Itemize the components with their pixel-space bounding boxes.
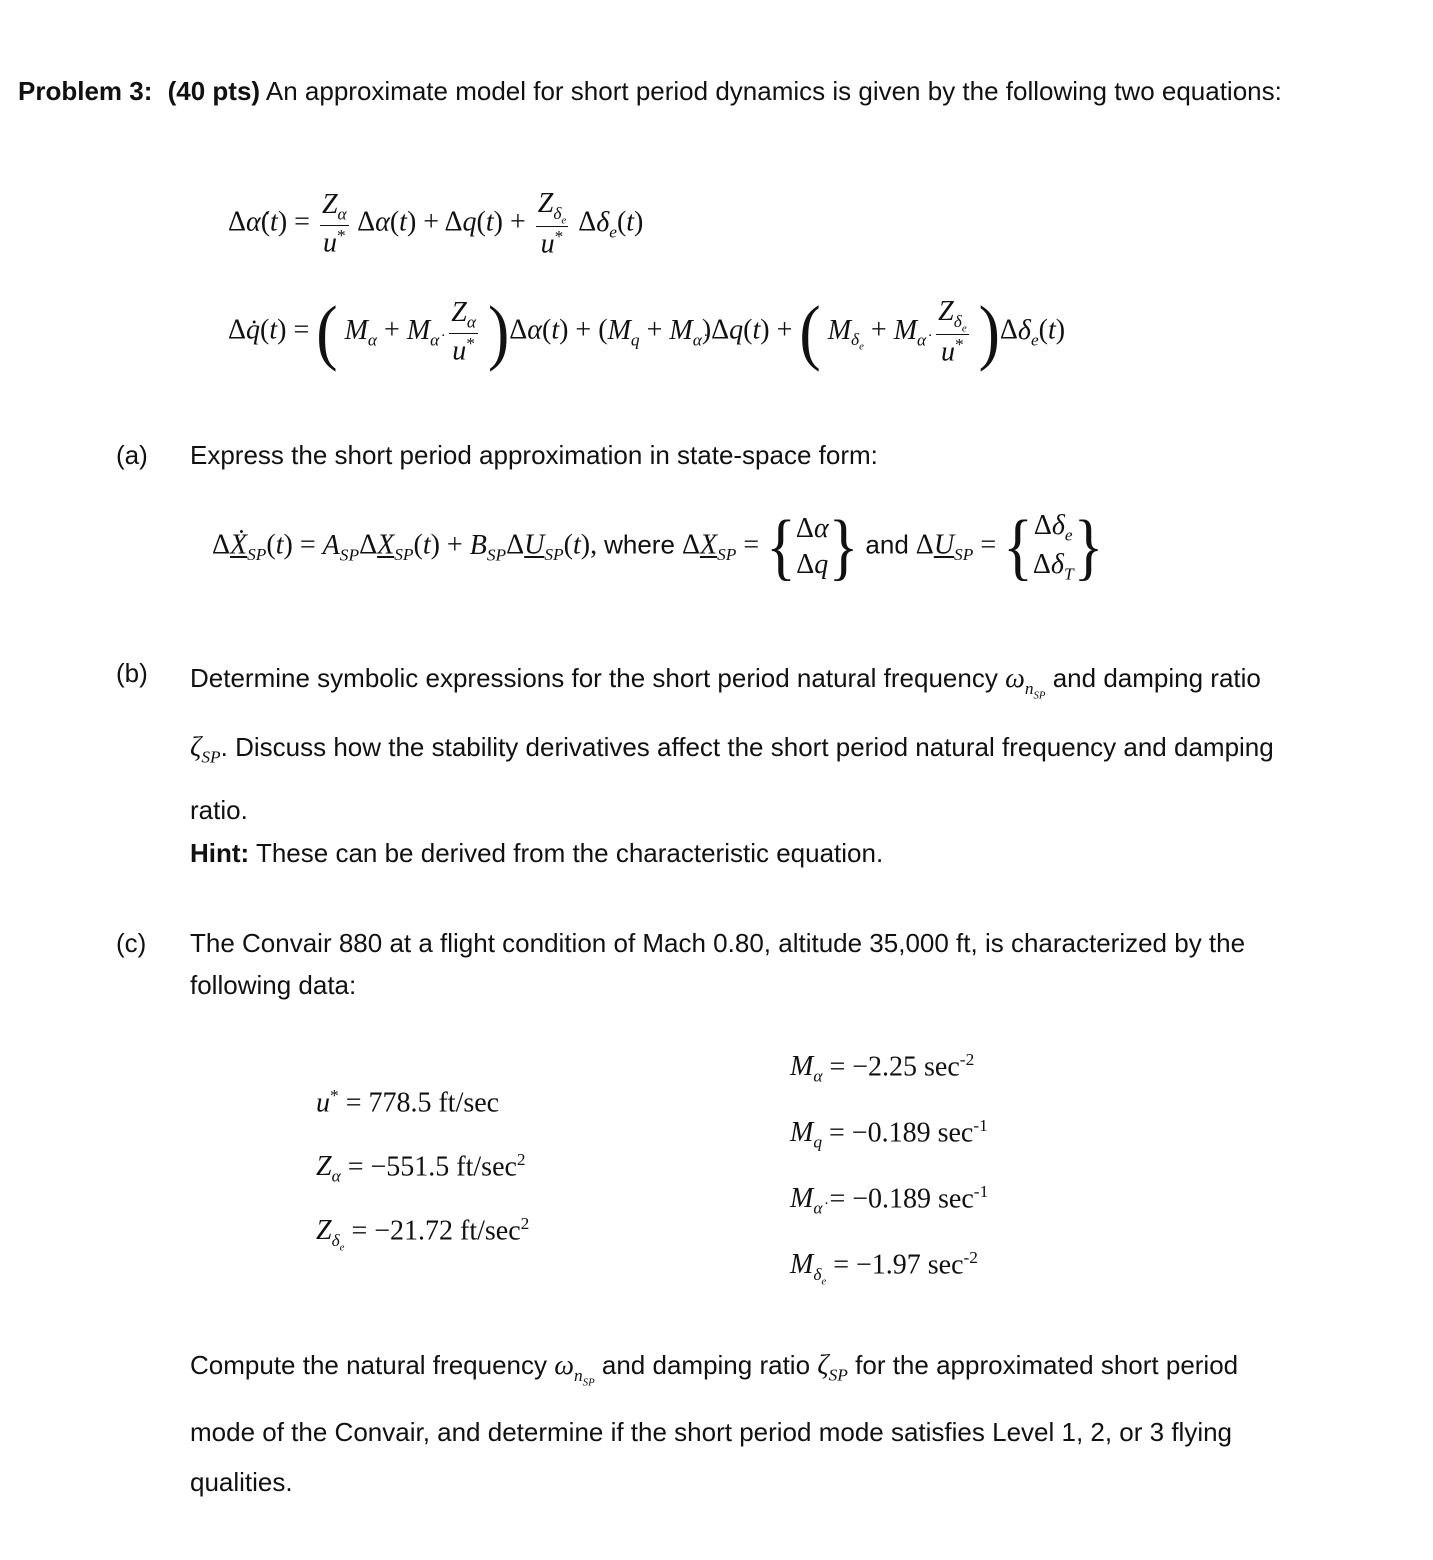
problem-points: (40 pts) <box>167 76 261 106</box>
state-space-equation: ΔẊ$_{SP}$(t) = $A_{SP}\Delta X_{SP}(t) + B_{SP}\Delta U_{SP}(t)$, where $\Delta X_{SP} = \{\Delta\alpha$ Δq} and $\Delta U_{SP} = \{\Delta\delta_e$ $\Delta\delta_T$} <box>212 506 1104 588</box>
data-m-delta-e: $M_{\delta_e} = -1.97$ $\sec^{-2}$ <box>790 1248 978 1288</box>
part-b-text-2: and damping ratio <box>1052 663 1261 693</box>
hint-text: These can be derived from the characteristic equation. <box>255 838 884 868</box>
where-text: where <box>604 529 675 560</box>
equation-alpha-dot: Δα̇(t) = $\frac{Z_\alpha}{u^*}$ Δα(t) + Δq(t) + $\frac{Z_{\delta_e}}{u^*}$ $\Delta\delta_e(t)$ <box>228 188 644 260</box>
compute-text-2: and damping ratio <box>601 1350 811 1380</box>
compute-text-3: for the approximated short period mode of the Convair, and determine if the short period mode satisfies Level 1, 2, or 3 flying qualities. <box>190 1350 1239 1498</box>
part-a-label: (a) <box>116 440 148 470</box>
data-m-alpha-dot: $M_{\alphȧ} = -0.189$ $\sec^{-1}$ <box>790 1182 989 1218</box>
part-a-text: Express the short period approximation in state-space form: <box>190 440 878 470</box>
part-b-text: Determine symbolic expressions for the short period natural frequency $\omega_{n_{SP}}$ and damping ratio $\zeta_{SP}$. Discuss how the stability derivatives affect the short period natural frequency and damping ratio. <box>190 663 1274 825</box>
equation-q-dot: Δq̇(t) = ( $M_\alpha + M_{\alphȧ}$ $\frac{Z_\alpha}{u^*}$ )$\Delta\alpha(t) + (M_q + M_{\alphȧ})\Delta q(t)$ + ( $M_{\delta_e} + M_{\alphȧ}$ $\frac{Z_{\delta_e}}{u^*}$ )$\Delta\delta_e(t)$ <box>228 290 1066 373</box>
data-z-delta-e: $Z_{\delta_e} = -21.72$ $ft/\sec^2$ <box>316 1214 530 1254</box>
part-c-label: (c) <box>116 928 147 958</box>
hint <box>190 838 883 869</box>
part-c-text: The Convair 880 at a flight condition of Mach 0.80, altitude 35,000 ft, is characterized by the following data: <box>190 928 1246 1000</box>
problem-intro: An approximate model for short period dynamics is given by the following two equations: <box>265 76 1282 106</box>
part-b-text-1: Determine symbolic expressions for the short period natural frequency <box>190 663 998 693</box>
data-m-alpha: $M_\alpha = -2.25$ $\sec^{-2}$ <box>790 1050 975 1086</box>
compute-text-1: Compute the natural frequency <box>190 1350 547 1380</box>
data-m-q: $M_q = -0.189$ $\sec^{-1}$ <box>790 1116 988 1152</box>
hint-label: Hint: <box>190 838 250 868</box>
and-text: and <box>865 529 909 560</box>
problem-title: Problem 3: <box>18 76 153 106</box>
problem-statement <box>18 70 1308 112</box>
part-b-label: (b) <box>116 658 148 688</box>
data-z-alpha: $Z_\alpha = -551.5$ $ft/\sec^2$ <box>316 1150 526 1186</box>
data-u-star: u* = 778.5 ft/sec <box>316 1086 500 1119</box>
compute-text: Compute the natural frequency $\omega_{n_{SP}}$ and damping ratio $\zeta_{SP}$ for the approximated short period mode of the Convair, and determine if the short period mode satisfies Level 1, 2, or 3 flying qualities. <box>190 1350 1239 1498</box>
part-b-text-3: . Discuss how the stability derivatives affect the short period natural frequency and damping ratio. <box>190 732 1274 825</box>
